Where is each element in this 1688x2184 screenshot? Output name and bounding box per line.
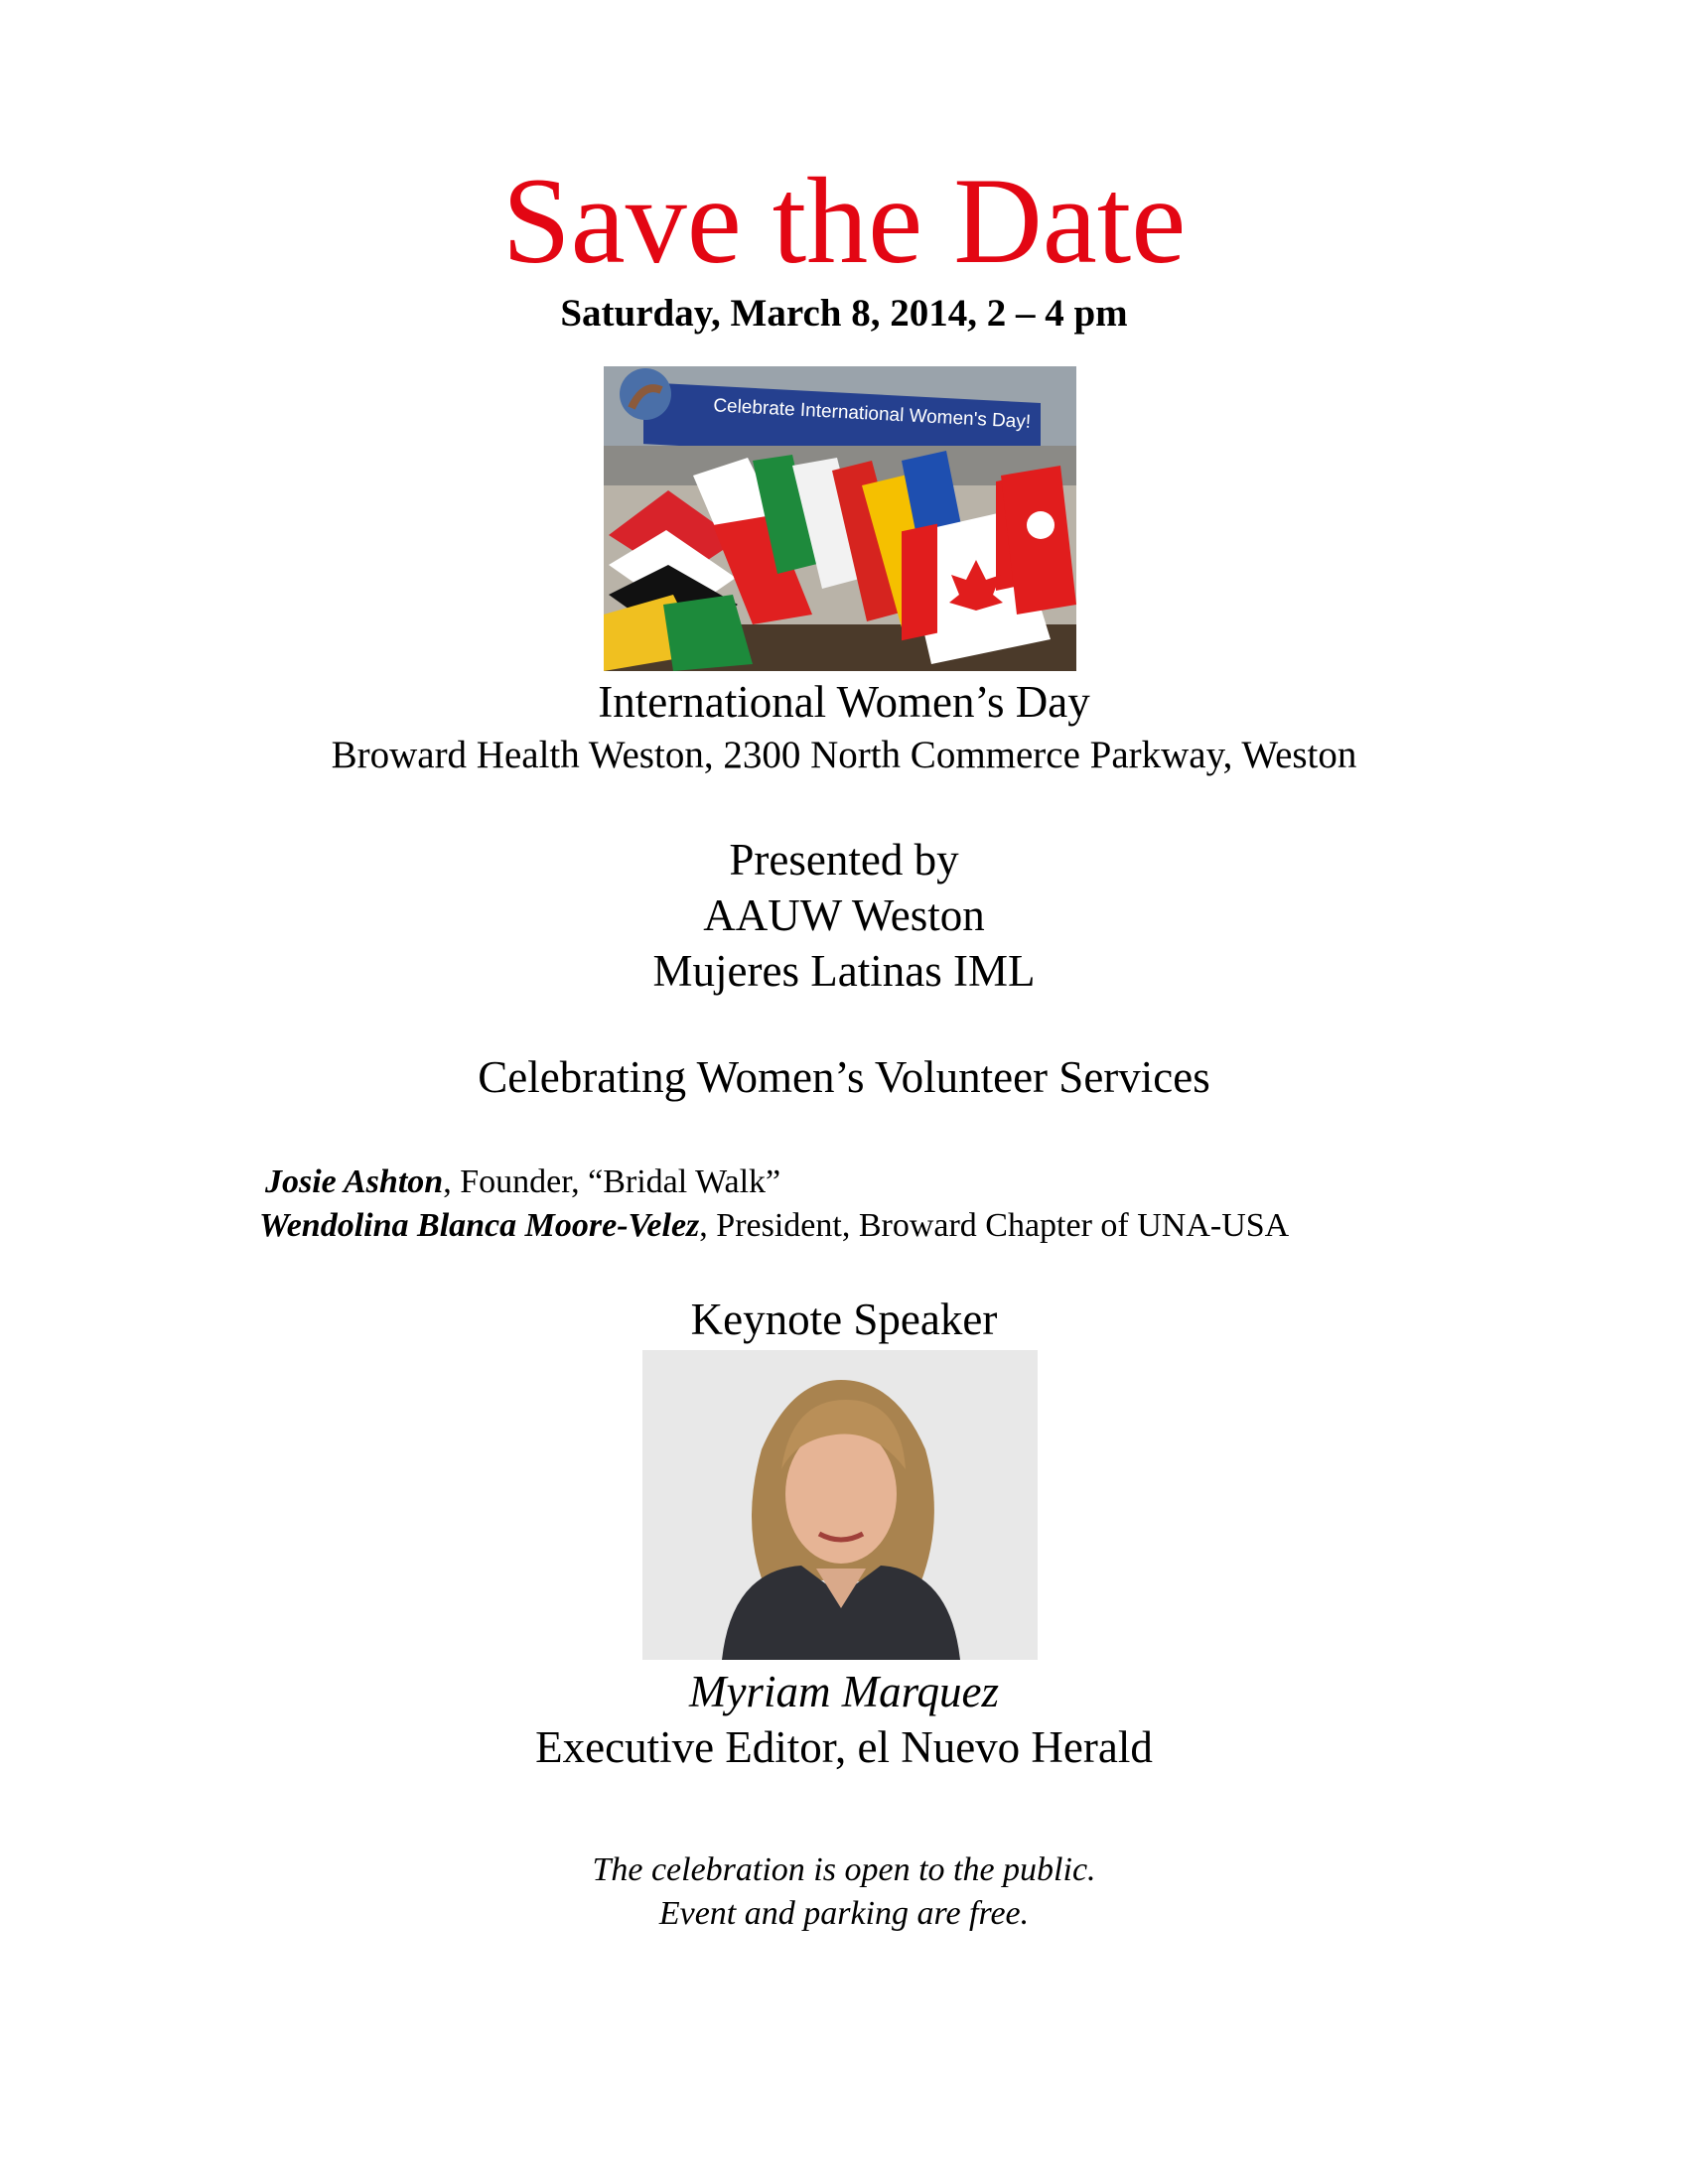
honoree-name: Josie Ashton	[265, 1163, 444, 1200]
event-venue: Broward Health Weston, 2300 North Commerce Parkway, Weston	[331, 734, 1357, 776]
honoree-line	[265, 1161, 780, 1203]
photo-banner-text: Celebrate International Women's Day!	[712, 395, 1032, 433]
event-title: International Women’s Day	[598, 677, 1090, 727]
honoree-role: , Founder, “Bridal Walk”	[443, 1163, 781, 1200]
event-date: Saturday, March 8, 2014, 2 – 4 pm	[560, 292, 1128, 335]
footer-note: Event and parking are free.	[658, 1895, 1030, 1932]
keynote-speaker-photo	[642, 1350, 1038, 1660]
keynote-speaker-name: Myriam Marquez	[688, 1667, 1000, 1716]
honoree-role: , President, Broward Chapter of UNA-USA	[699, 1207, 1290, 1244]
honoree-name: Wendolina Blanca Moore-Velez	[259, 1207, 700, 1244]
flags-photo	[604, 366, 1076, 671]
keynote-speaker-title: Executive Editor, el Nuevo Herald	[535, 1722, 1153, 1772]
footer-note: The celebration is open to the public.	[592, 1851, 1096, 1888]
page-title: Save the Date	[501, 153, 1187, 289]
keynote-heading: Keynote Speaker	[690, 1295, 998, 1344]
event-theme: Celebrating Women’s Volunteer Services	[478, 1052, 1210, 1102]
presented-by-heading: Presented by	[729, 835, 959, 885]
presenter-org: Mujeres Latinas IML	[652, 946, 1036, 996]
honoree-line	[259, 1205, 1289, 1247]
presenter-org: AAUW Weston	[703, 890, 985, 940]
